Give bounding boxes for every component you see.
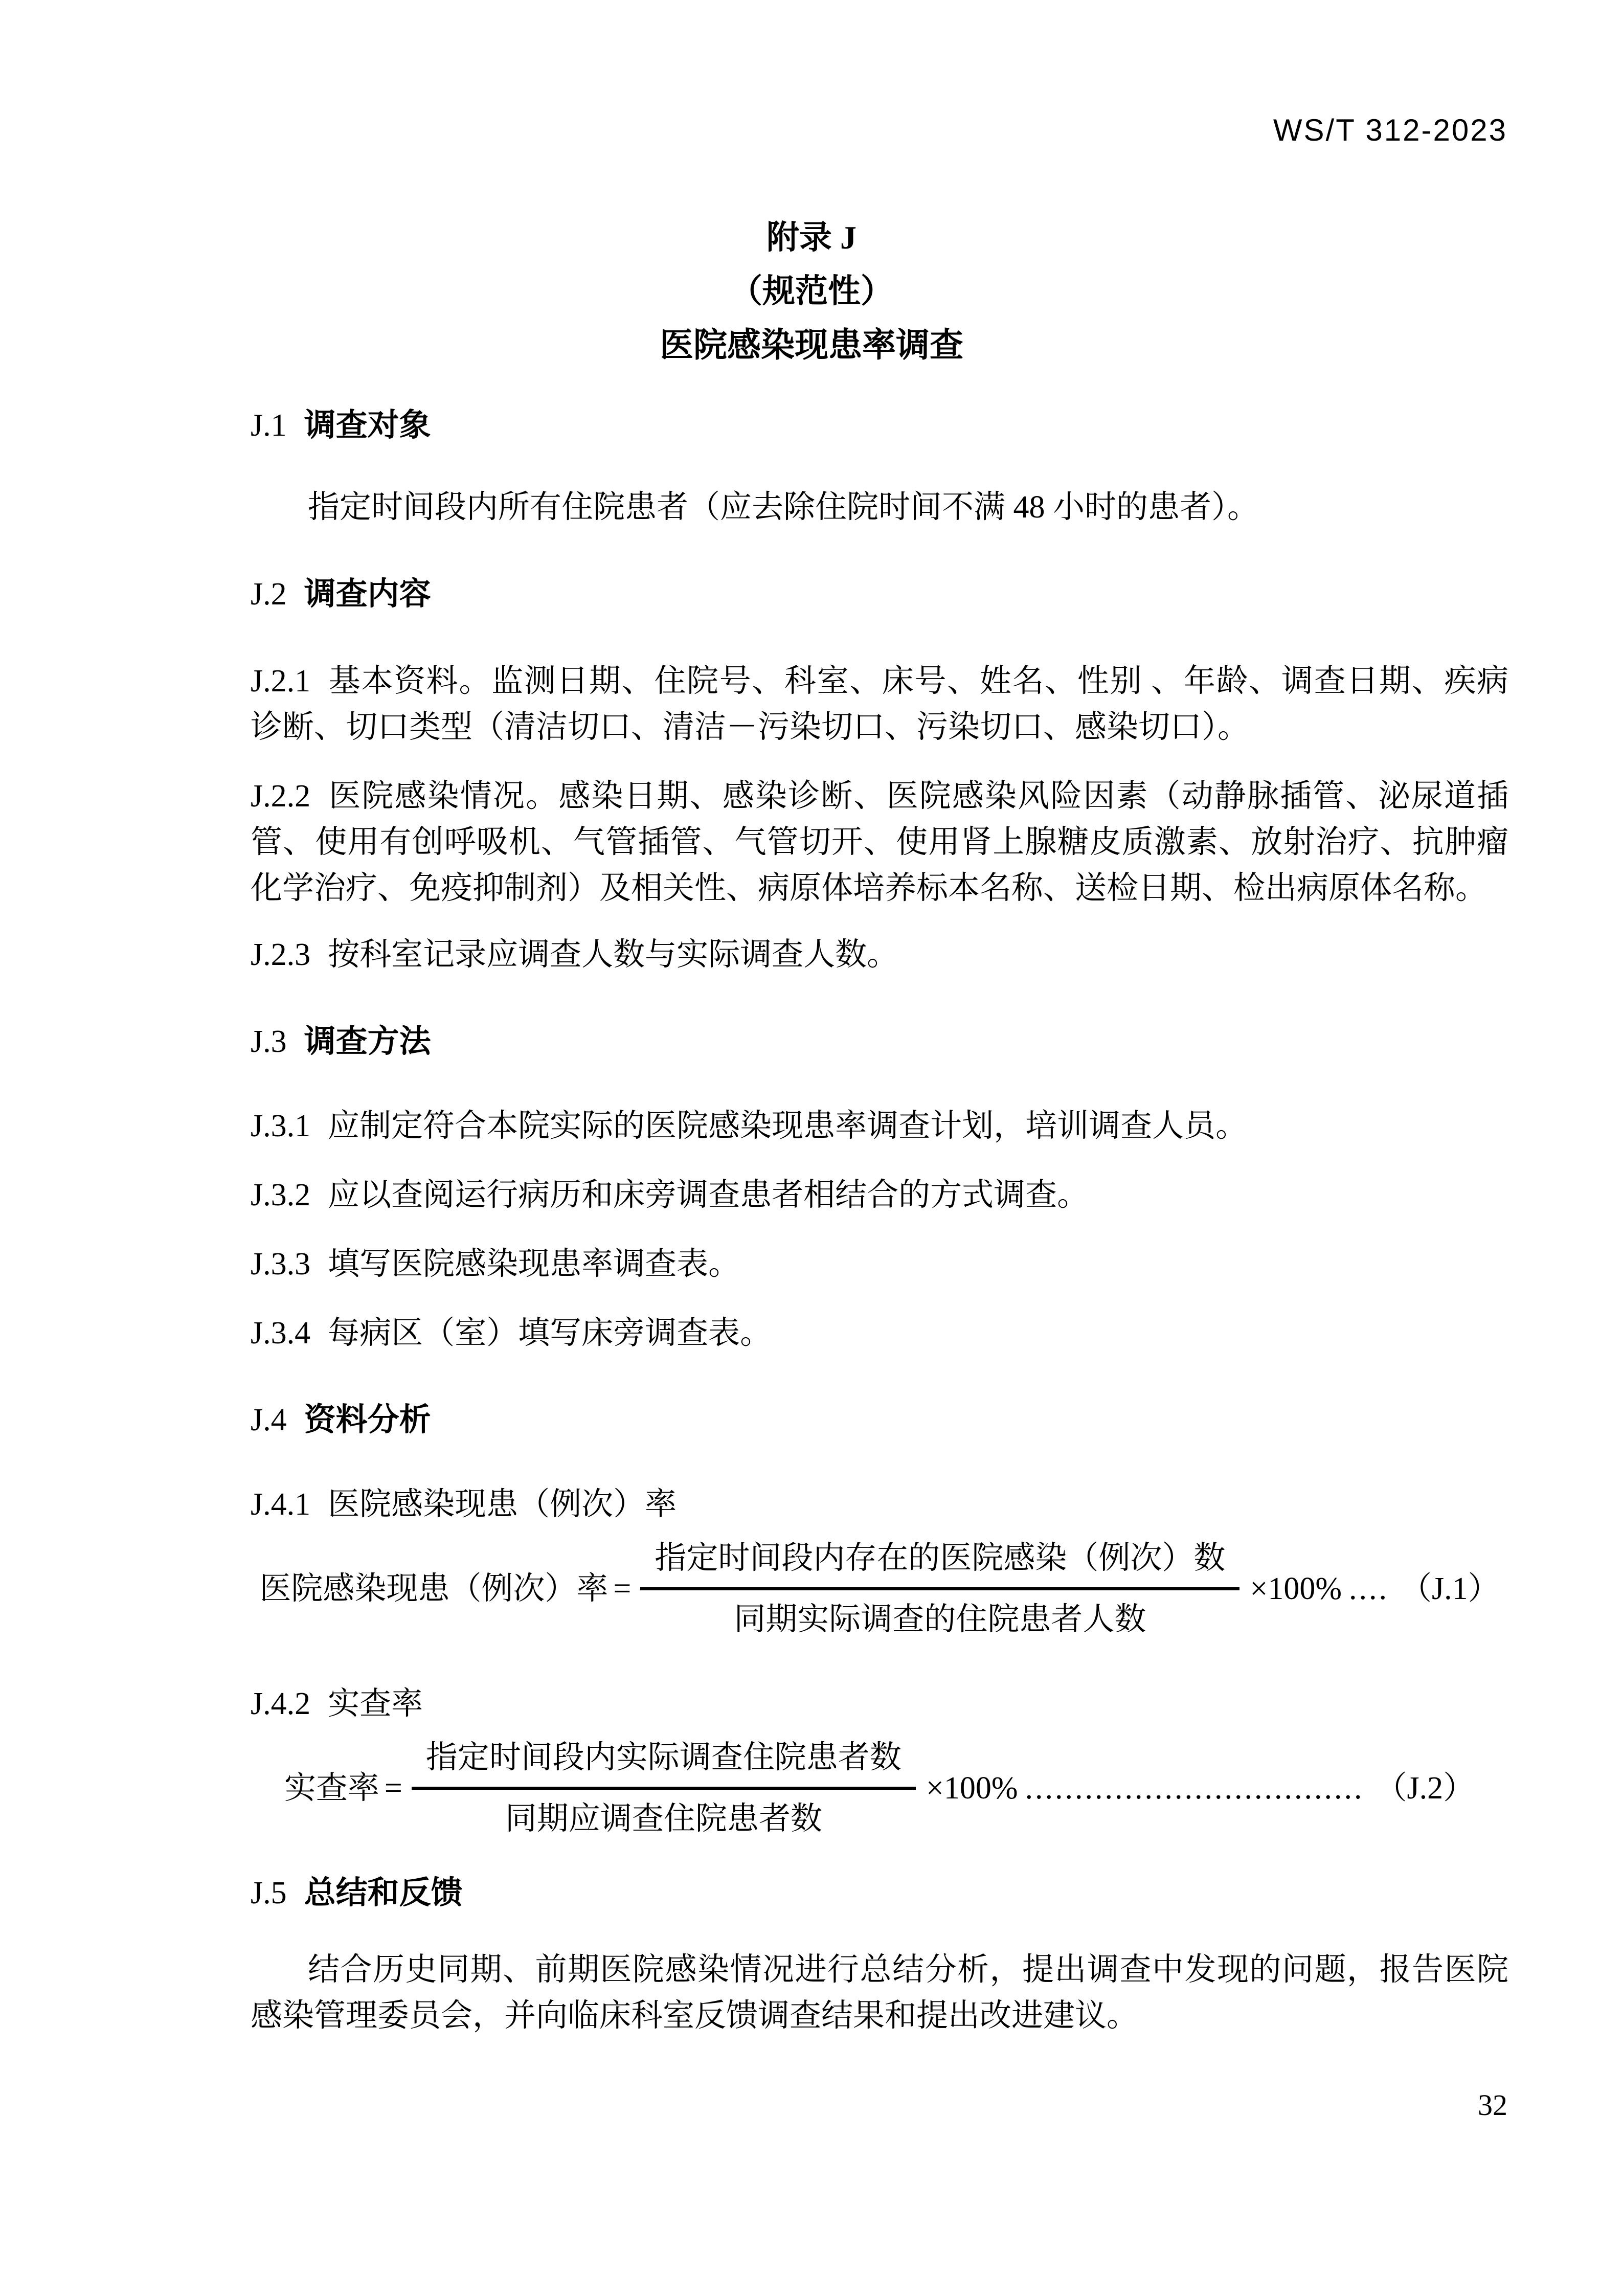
clause-j2-3-number: J.2.3: [251, 937, 311, 972]
heading-j3: [251, 1019, 1508, 1065]
clause-j4-2-text: 实查率: [328, 1686, 423, 1721]
formula-j2-denominator: 同期应调查住院患者数: [505, 1802, 822, 1836]
clause-j3-4-number: J.3.4: [251, 1316, 311, 1350]
clause-j3-4: [251, 1310, 1508, 1356]
heading-j1: [251, 402, 1508, 448]
clause-j4-2: [251, 1681, 1508, 1727]
formula-j1-lhs: 医院感染现患（例次）率: [259, 1571, 608, 1606]
clause-j2-2: [251, 773, 1508, 911]
heading-j1-number: J.1: [251, 408, 287, 443]
formula-j1-fraction: [640, 1535, 1239, 1642]
formula-j2-equals: =: [384, 1771, 402, 1806]
clause-j3-1-number: J.3.1: [251, 1109, 311, 1143]
clause-j3-3-number: J.3.3: [251, 1247, 311, 1281]
title-block: [0, 211, 1623, 372]
formula-j1-numerator: 指定时间段内存在的医院感染（例次）数: [640, 1535, 1239, 1590]
heading-j5-label: 总结和反馈: [304, 1875, 463, 1910]
standard-code: WS/T 312-2023: [1273, 113, 1507, 147]
formula-j2-label: （J.2）: [1375, 1771, 1475, 1806]
heading-j2-number: J.2: [251, 577, 287, 612]
heading-j1-label: 调查对象: [304, 408, 431, 443]
clause-j4-1: [251, 1481, 1508, 1527]
heading-j2: [251, 571, 1508, 617]
formula-j1-denominator: 同期实际调查的住院患者人数: [734, 1602, 1146, 1637]
clause-j3-2-number: J.3.2: [251, 1178, 311, 1212]
clause-j3-2-text: 应以查阅运行病历和床旁调查患者相结合的方式调查。: [328, 1178, 1089, 1212]
paragraph-j1: 指定时间段内所有住院患者（应去除住院时间不满 48 小时的患者）。: [308, 490, 1259, 525]
page-number: 32: [1478, 2088, 1507, 2122]
paragraph-j5: 结合历史同期、前期医院感染情况进行总结分析，提出调查中发现的问题，报告医院感染管理委员会，并向临床科室反馈调查结果和提出改进建议。: [251, 1952, 1508, 2033]
heading-j4-number: J.4: [251, 1403, 287, 1437]
page-content: [0, 402, 1623, 2039]
formula-j1-label: （J.1）: [1400, 1571, 1500, 1606]
formula-j2-multiplier: ×100%: [926, 1771, 1018, 1806]
clause-j3-2: [251, 1172, 1508, 1218]
clause-j3-3-text: 填写医院感染现患率调查表。: [328, 1247, 740, 1281]
heading-j5-number: J.5: [251, 1876, 287, 1910]
clause-j2-1: [251, 658, 1508, 750]
heading-j3-label: 调查方法: [304, 1024, 431, 1059]
clause-j4-1-text: 医院感染现患（例次）率: [328, 1487, 677, 1522]
heading-j4-label: 资料分析: [304, 1402, 431, 1437]
clause-j4-2-number: J.4.2: [251, 1686, 311, 1721]
clause-j3-3: [251, 1241, 1508, 1287]
formula-j1-multiplier: ×100%: [1250, 1571, 1342, 1606]
formula-j2-dot-leader: ..................................: [1025, 1771, 1364, 1806]
clause-j2-2-number: J.2.2: [251, 779, 311, 814]
appendix-label: 附录 J: [767, 219, 856, 256]
heading-j4: [251, 1397, 1508, 1443]
formula-j2-lhs: 实查率: [284, 1771, 379, 1806]
formula-j2-fraction: [412, 1735, 916, 1842]
clause-j3-1-text: 应制定符合本院实际的医院感染现患率调查计划，培训调查人员。: [328, 1109, 1248, 1143]
formula-j2: [251, 1735, 1508, 1842]
appendix-title: 医院感染现患率调查: [660, 326, 963, 364]
heading-j3-number: J.3: [251, 1024, 287, 1059]
heading-j5: [251, 1870, 1508, 1916]
clause-j3-1: [251, 1103, 1508, 1149]
clause-j2-1-number: J.2.1: [251, 664, 311, 699]
formula-j2-numerator: 指定时间段内实际调查住院患者数: [412, 1735, 916, 1790]
clause-j3-4-text: 每病区（室）填写床旁调查表。: [328, 1316, 772, 1350]
formula-j1-equals: =: [613, 1571, 632, 1606]
clause-j2-2-text: 医院感染情况。感染日期、感染诊断、医院感染风险因素（动静脉插管、泌尿道插管、使用有创呼吸机、气管插管、气管切开、使用肾上腺糖皮质激素、放射治疗、抗肿瘤化学治疗、免疫抑制剂）及相关性、病原体培养标本名称、送检日期、检出病原体名称。: [251, 779, 1508, 906]
clause-j4-1-number: J.4.1: [251, 1487, 311, 1522]
heading-j2-label: 调查内容: [304, 576, 431, 612]
clause-j2-3-text: 按科室记录应调查人数与实际调查人数。: [328, 937, 899, 972]
formula-j1-dot-leader: ....: [1348, 1571, 1389, 1606]
clause-j2-1-text: 基本资料。监测日期、住院号、科室、床号、姓名、性别 、年龄、调查日期、疾病诊断、切口类型（清洁切口、清洁－污染切口、污染切口、感染切口）。: [251, 664, 1508, 745]
clause-j2-3: [251, 932, 1508, 978]
normative-label: （规范性）: [730, 273, 893, 309]
formula-j1: [251, 1535, 1508, 1642]
